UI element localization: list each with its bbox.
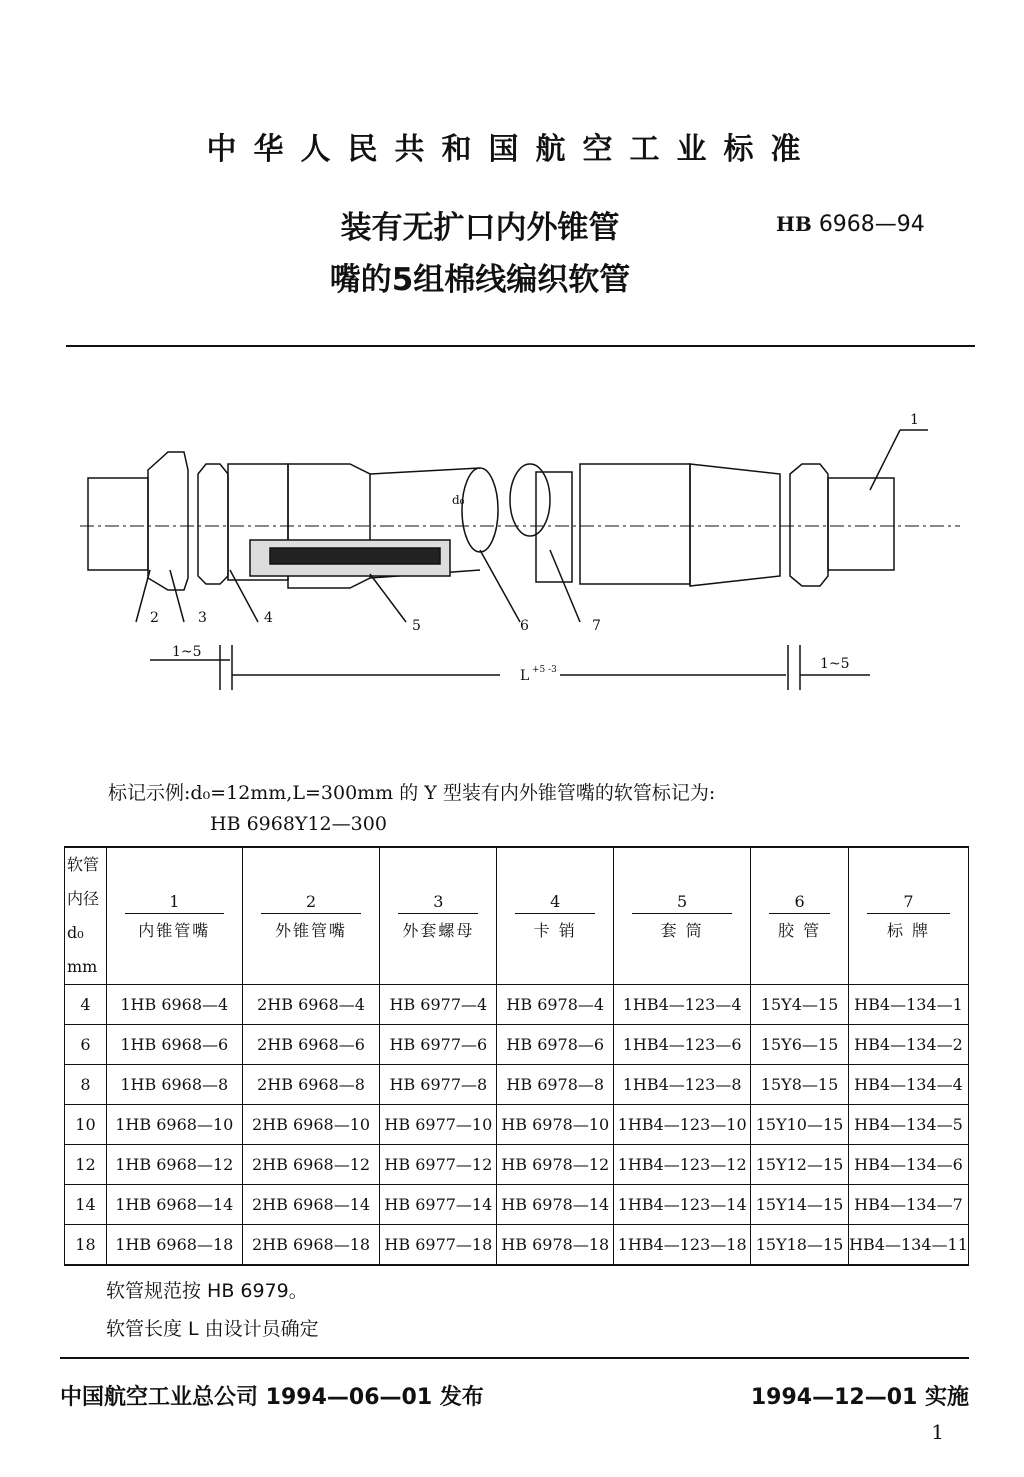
inner-cone-nozzle-shape	[88, 478, 148, 570]
cell: HB 6978—8	[497, 1065, 614, 1105]
table-row	[65, 1225, 969, 1266]
note-hose-length: 软管长度 L 由设计员确定	[106, 1318, 319, 1340]
cell: 1HB 6968—4	[106, 985, 242, 1025]
leader-7	[550, 550, 580, 622]
cell: 1HB4—123—12	[614, 1145, 751, 1185]
header-col-7-num: 7	[867, 892, 950, 914]
cell: 1HB 6968—18	[106, 1225, 242, 1266]
header-col-7-name: 标 牌	[886, 920, 931, 940]
leader-2	[136, 570, 150, 622]
dim-left-label: 1~5	[172, 644, 202, 660]
footer-rule	[60, 1357, 969, 1359]
header-hose-diameter	[65, 847, 107, 985]
header-col-1	[106, 847, 242, 985]
standard-code-prefix: HB	[776, 212, 812, 236]
cell: 15Y8—15	[751, 1065, 849, 1105]
cell: HB 6977—6	[380, 1025, 497, 1065]
cell: HB4—134—1	[848, 985, 968, 1025]
callout-2: 2	[150, 610, 159, 626]
header-col-4-name: 卡 销	[533, 920, 577, 940]
cell: 10	[65, 1105, 107, 1145]
header-col-3-name: 外套螺母	[402, 920, 475, 940]
header-hose-line2: 内径	[67, 889, 100, 908]
header-col-3	[380, 847, 497, 985]
braid-layer-section	[270, 548, 440, 564]
cell: HB 6977—14	[380, 1185, 497, 1225]
cell: 6	[65, 1025, 107, 1065]
table-row	[65, 1065, 969, 1105]
header-col-6-num: 6	[769, 892, 830, 914]
table-row	[65, 1145, 969, 1185]
leader-1	[870, 430, 900, 490]
header-col-1-num: 1	[125, 892, 224, 914]
cell: 2HB 6968—10	[242, 1105, 380, 1145]
cell: HB 6978—4	[497, 985, 614, 1025]
cell: 1HB4—123—10	[614, 1105, 751, 1145]
header-col-2-name: 外锥管嘴	[275, 920, 348, 940]
header-col-1-name: 内锥管嘴	[138, 920, 211, 940]
header-hose-line4: mm	[67, 957, 98, 976]
callout-4: 4	[264, 610, 273, 626]
cell: HB4—134—5	[848, 1105, 968, 1145]
document-title-line-2: 嘴的5组棉线编织软管	[329, 262, 631, 298]
cell: HB4—134—2	[848, 1025, 968, 1065]
header-hose-line3: d₀	[67, 923, 84, 942]
sleeve-taper-right-shape	[690, 464, 780, 586]
cell: 2HB 6968—18	[242, 1225, 380, 1266]
cell: 1HB 6968—10	[106, 1105, 242, 1145]
cell: 1HB 6968—6	[106, 1025, 242, 1065]
cell: HB 6978—6	[497, 1025, 614, 1065]
document-title-line-1: 装有无扩口内外锥管	[340, 210, 620, 246]
dim-right-label: 1~5	[820, 656, 850, 672]
callout-1: 1	[910, 412, 919, 428]
cell: HB 6978—10	[497, 1105, 614, 1145]
leader-4	[230, 570, 258, 622]
table-row	[65, 1185, 969, 1225]
cell: HB4—134—4	[848, 1065, 968, 1105]
cell: 15Y4—15	[751, 985, 849, 1025]
cell: 1HB 6968—8	[106, 1065, 242, 1105]
table-row	[65, 1105, 969, 1145]
cell: 18	[65, 1225, 107, 1266]
cell: HB4—134—6	[848, 1145, 968, 1185]
header-col-3-num: 3	[398, 892, 478, 914]
right-nut-shape	[790, 464, 828, 586]
cell: HB 6978—12	[497, 1145, 614, 1185]
cell: HB 6977—4	[380, 985, 497, 1025]
issue-date: 中国航空工业总公司 1994—06—01 发布	[60, 1385, 484, 1410]
outer-cone-nozzle-shape	[828, 478, 894, 570]
cell: 1HB4—123—8	[614, 1065, 751, 1105]
lock-pin-hex-shape	[198, 464, 228, 584]
header-hose-line1: 软管	[67, 855, 100, 874]
table-row	[65, 985, 969, 1025]
cell: 1HB 6968—14	[106, 1185, 242, 1225]
table-row	[65, 1025, 969, 1065]
callout-3: 3	[198, 610, 207, 626]
hose-outline-top-left	[370, 468, 480, 474]
cell: 1HB4—123—6	[614, 1025, 751, 1065]
cell: HB 6977—12	[380, 1145, 497, 1185]
cell: 4	[65, 985, 107, 1025]
dim-length-label: L	[520, 668, 530, 684]
cell: 14	[65, 1185, 107, 1225]
cell: 1HB4—123—18	[614, 1225, 751, 1266]
cell: 2HB 6968—14	[242, 1185, 380, 1225]
callout-7: 7	[592, 618, 601, 634]
cell: 2HB 6968—4	[242, 985, 380, 1025]
callout-5: 5	[412, 618, 421, 634]
cell: 2HB 6968—6	[242, 1025, 380, 1065]
cell: 15Y12—15	[751, 1145, 849, 1185]
header-col-6	[751, 847, 849, 985]
cell: 12	[65, 1145, 107, 1185]
leader-6	[480, 550, 520, 622]
outer-nut-shape	[148, 452, 188, 590]
cell: HB4—134—7	[848, 1185, 968, 1225]
dim-diameter-label: d₀	[452, 493, 465, 507]
dim-length-tolerance: +5 -3	[532, 665, 557, 675]
standard-code-number: 6968—94	[818, 212, 925, 237]
cell: HB 6977—18	[380, 1225, 497, 1266]
leader-5	[370, 574, 406, 622]
cell: HB 6978—14	[497, 1185, 614, 1225]
header-col-5-name: 套 筒	[660, 920, 704, 940]
standard-body-title: 中华人民共和国航空工业标准	[206, 132, 818, 167]
header-col-4	[497, 847, 614, 985]
cell: HB 6977—8	[380, 1065, 497, 1105]
header-col-7	[848, 847, 968, 985]
leader-3	[170, 570, 184, 622]
cell: 2HB 6968—12	[242, 1145, 380, 1185]
cell: 8	[65, 1065, 107, 1105]
table-header-row	[65, 847, 969, 985]
note-hose-spec: 软管规范按 HB 6979。	[106, 1280, 308, 1302]
callout-6: 6	[520, 618, 529, 634]
header-col-5-num: 5	[632, 892, 732, 914]
cell: HB 6978—18	[497, 1225, 614, 1266]
cell: 15Y6—15	[751, 1025, 849, 1065]
cell: HB4—134—11	[848, 1225, 968, 1266]
standard-code	[776, 212, 925, 237]
cell: 15Y18—15	[751, 1225, 849, 1266]
page-number: 1	[931, 1420, 944, 1444]
header-col-6-name: 胶 管	[777, 920, 822, 940]
hose-assembly-drawing	[80, 400, 960, 700]
tag-clamp-shape	[536, 472, 572, 582]
cell: 15Y14—15	[751, 1185, 849, 1225]
cell: 1HB4—123—14	[614, 1185, 751, 1225]
braid-end-left-shape	[462, 468, 498, 552]
header-col-2-num: 2	[261, 892, 362, 914]
marking-example-code: HB 6968Y12—300	[210, 813, 387, 835]
cell: 2HB 6968—8	[242, 1065, 380, 1105]
parts-table	[64, 846, 969, 1266]
sleeve-right-shape	[580, 464, 690, 584]
marking-example-text: 标记示例:d₀=12mm,L=300mm 的 Y 型装有内外锥管嘴的软管标记为:	[108, 782, 716, 804]
header-col-2	[242, 847, 380, 985]
header-col-4-num: 4	[515, 892, 595, 914]
cell: HB 6977—10	[380, 1105, 497, 1145]
cell: 1HB4—123—4	[614, 985, 751, 1025]
cell: 15Y10—15	[751, 1105, 849, 1145]
effective-date: 1994—12—01 实施	[750, 1385, 969, 1410]
header-rule	[66, 345, 975, 347]
cell: 1HB 6968—12	[106, 1145, 242, 1185]
braid-end-right-shape	[510, 464, 550, 536]
header-col-5	[614, 847, 751, 985]
